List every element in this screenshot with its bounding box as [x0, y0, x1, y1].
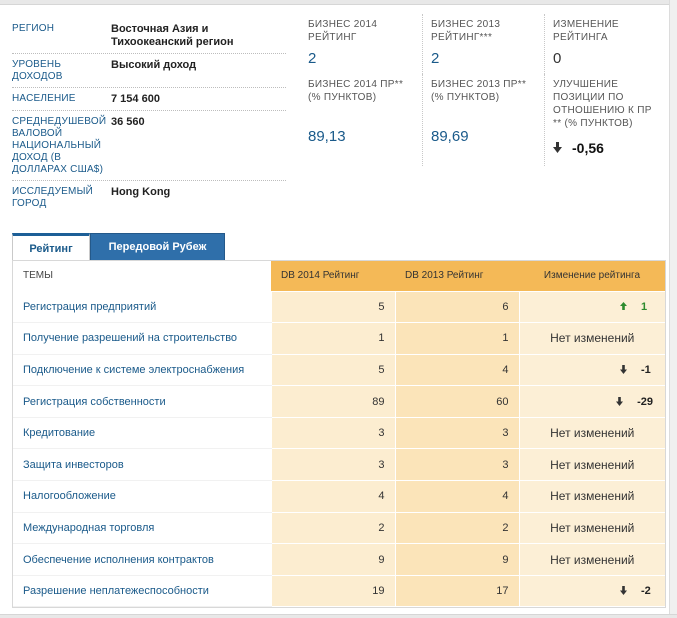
rank-2013-cell: 4 [395, 481, 519, 513]
info-label: ИССЛЕДУЕМЫЙ ГОРОД [12, 186, 94, 209]
table-row [13, 386, 665, 418]
table-row [13, 575, 665, 607]
table-row [13, 417, 665, 449]
table-header-row [13, 261, 665, 291]
change-cell-content [520, 521, 666, 535]
stat-value: 2 [431, 50, 440, 67]
topic-link[interactable]: Налогообложение [13, 481, 271, 513]
tab-bar [12, 233, 225, 261]
topic-link[interactable]: Регистрация собственности [13, 386, 271, 418]
stat-value: 2 [308, 50, 317, 67]
table-row [13, 354, 665, 386]
rank-change-cell [519, 417, 665, 449]
rank-2014-cell: 3 [271, 449, 395, 481]
info-row-city [12, 181, 286, 214]
window-bottom-edge [0, 614, 677, 618]
arrow-down-icon [616, 395, 623, 409]
economy-info-panel [12, 18, 286, 214]
rank-change-cell [519, 323, 665, 355]
stat-dtf-2014 [300, 74, 422, 166]
change-cell-content [520, 489, 666, 503]
rank-2014-cell: 9 [271, 544, 395, 576]
info-label: РЕГИОН [12, 23, 55, 34]
topics-table [12, 260, 666, 608]
arrow-down-icon [620, 363, 627, 377]
header-rank-2013[interactable]: DB 2013 Рейтинг [395, 261, 519, 291]
rank-2013-cell: 2 [395, 512, 519, 544]
change-text: Нет изменений [550, 426, 635, 441]
topic-link[interactable]: Регистрация предприятий [13, 291, 271, 323]
rank-change-cell [519, 449, 665, 481]
header-rank-2014[interactable]: DB 2014 Рейтинг [271, 261, 395, 291]
rank-2014-cell: 5 [271, 354, 395, 386]
info-value: Восточная Азия и Тихоокеанский регион [111, 23, 234, 48]
stat-label: БИЗНЕС 2014 ПР** (% ПУНКТОВ) [308, 79, 404, 103]
info-label: НАСЕЛЕНИЕ [12, 93, 76, 104]
topic-link[interactable]: Подключение к системе электроснабжения [13, 354, 271, 386]
stat-change-value [553, 140, 658, 156]
change-cell-content [520, 331, 666, 345]
rank-2014-cell: 19 [271, 575, 395, 607]
rank-2014-cell: 2 [271, 512, 395, 544]
change-value: -1 [641, 363, 651, 376]
info-label: УРОВЕНЬ ДОХОДОВ [12, 59, 63, 82]
change-text: Нет изменений [550, 331, 635, 346]
change-text: Нет изменений [550, 457, 635, 472]
rank-2014-cell: 4 [271, 481, 395, 513]
rank-2013-cell: 3 [395, 417, 519, 449]
table-body [13, 291, 665, 607]
rank-change-cell [519, 575, 665, 607]
topic-link[interactable]: Защита инвесторов [13, 449, 271, 481]
topic-link[interactable]: Международная торговля [13, 512, 271, 544]
arrow-down-icon [620, 584, 627, 598]
change-value: 1 [641, 300, 648, 313]
ranking-stats-panel [300, 14, 668, 166]
arrow-up-icon [620, 300, 627, 314]
table-row [13, 449, 665, 481]
rank-2013-cell: 17 [395, 575, 519, 607]
arrow-down-icon [553, 140, 562, 156]
stat-label: БИЗНЕС 2014 РЕЙТИНГ [308, 19, 378, 43]
stat-dtf-2013 [422, 74, 544, 166]
window-top-edge [0, 0, 677, 5]
change-cell-content [520, 300, 666, 314]
rank-change-cell [519, 481, 665, 513]
stat-label: БИЗНЕС 2013 ПР** (% ПУНКТОВ) [431, 79, 527, 103]
change-text: Нет изменений [550, 489, 635, 504]
stat-value: 0 [553, 50, 562, 67]
rank-2013-cell: 1 [395, 323, 519, 355]
rank-change-cell [519, 386, 665, 418]
rank-2013-cell: 9 [395, 544, 519, 576]
info-value: Высокий доход [111, 59, 197, 71]
tab-distance-to-frontier[interactable]: Передовой Рубеж [90, 233, 225, 261]
stat-label: БИЗНЕС 2013 РЕЙТИНГ*** [431, 19, 501, 43]
stat-rank-2014 [300, 14, 422, 74]
header-topics: ТЕМЫ [13, 261, 271, 291]
rank-2014-cell: 1 [271, 323, 395, 355]
window-scrollbar-track[interactable] [669, 0, 677, 618]
change-value: -29 [637, 395, 653, 408]
stats-row-rank [300, 14, 668, 74]
rank-change-cell [519, 544, 665, 576]
stats-row-dtf [300, 74, 668, 166]
rank-change-cell [519, 512, 665, 544]
stat-value: -0,56 [572, 140, 604, 156]
stat-value: 89,69 [431, 128, 469, 145]
change-cell-content [520, 426, 666, 440]
rank-change-cell [519, 354, 665, 386]
rank-2013-cell: 3 [395, 449, 519, 481]
info-row-region [12, 18, 286, 54]
stat-rank-2013 [422, 14, 544, 74]
change-text: Нет изменений [550, 552, 635, 567]
header-rank-change[interactable]: Изменение рейтинга [519, 261, 665, 291]
info-row-gni [12, 111, 286, 181]
change-cell-content [520, 395, 666, 409]
topic-link[interactable]: Получение разрешений на строительство [13, 323, 271, 355]
stat-dtf-change [544, 74, 666, 166]
info-value: 36 560 [111, 116, 145, 128]
rank-2014-cell: 5 [271, 291, 395, 323]
info-value: Hong Kong [111, 186, 171, 198]
rank-2013-cell: 60 [395, 386, 519, 418]
table-row [13, 512, 665, 544]
stat-rank-change [544, 14, 666, 74]
info-value: 7 154 600 [111, 93, 160, 105]
change-value: -2 [641, 585, 651, 598]
rank-2013-cell: 4 [395, 354, 519, 386]
change-cell-content [520, 363, 666, 377]
change-cell-content [520, 458, 666, 472]
tab-ranking[interactable]: Рейтинг [12, 233, 90, 261]
topic-link[interactable]: Кредитование [13, 417, 271, 449]
change-cell-content [520, 584, 666, 598]
table-row [13, 544, 665, 576]
change-cell-content [520, 553, 666, 567]
table-row [13, 481, 665, 513]
info-label: СРЕДНЕДУШЕВОЙ ВАЛОВОЙ НАЦИОНАЛЬНЫЙ ДОХОД (В ДОЛЛАРАХ США$) [12, 116, 107, 175]
info-row-income [12, 54, 286, 88]
table-row [13, 291, 665, 323]
stat-label: УЛУЧШЕНИЕ ПОЗИЦИИ ПО ОТНОШЕНИЮ К ПР ** (% ПУНКТОВ) [553, 79, 652, 129]
info-row-population [12, 88, 286, 111]
rank-2013-cell: 6 [395, 291, 519, 323]
change-text: Нет изменений [550, 520, 635, 535]
rank-change-cell [519, 291, 665, 323]
table-row [13, 323, 665, 355]
topic-link[interactable]: Обеспечение исполнения контрактов [13, 544, 271, 576]
topic-link[interactable]: Разрешение неплатежеспособности [13, 575, 271, 607]
stat-label: ИЗМЕНЕНИЕ РЕЙТИНГА [553, 19, 619, 43]
stat-value: 89,13 [308, 128, 346, 145]
rank-2014-cell: 89 [271, 386, 395, 418]
rank-2014-cell: 3 [271, 417, 395, 449]
